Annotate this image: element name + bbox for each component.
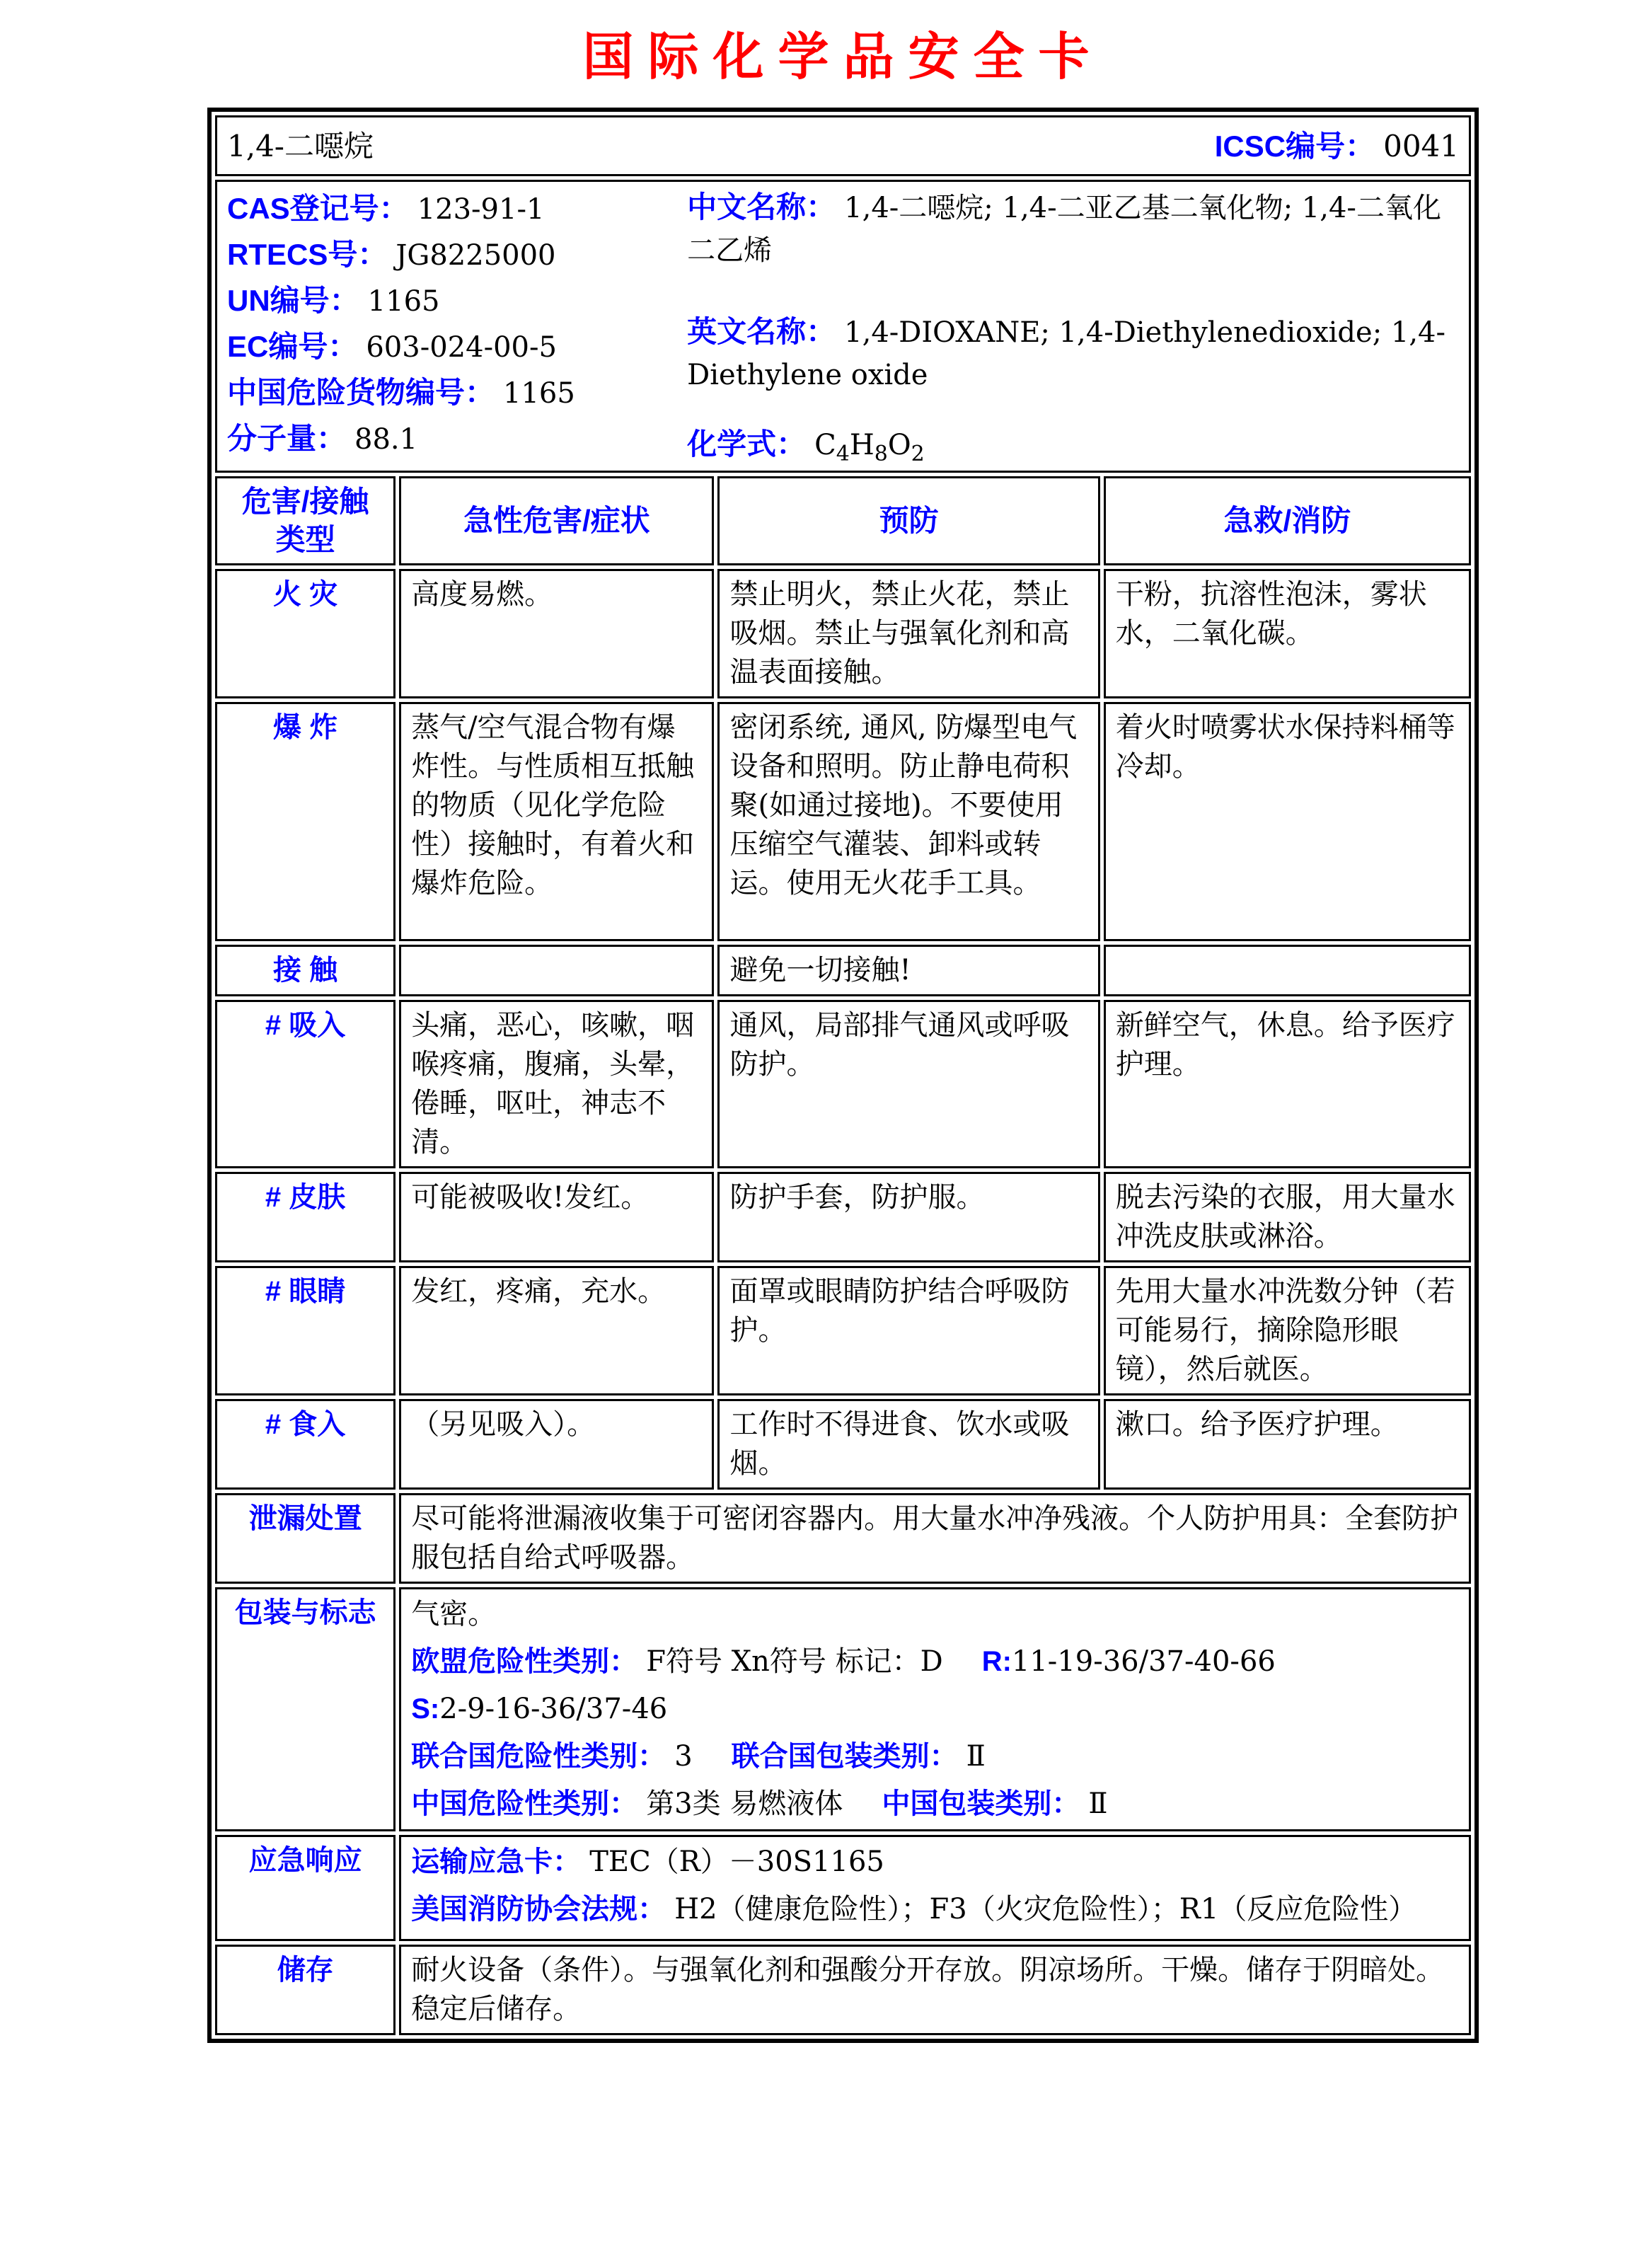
r-phrases-label: R: <box>981 1646 1012 1677</box>
hazard-row-skin <box>215 1172 1471 1262</box>
identification-cell <box>215 180 1471 473</box>
emergency-response-row <box>215 1835 1471 1941</box>
un-pack-group-value: Ⅱ <box>966 1740 986 1773</box>
nfpa-code-line <box>411 1890 1459 1929</box>
inhalation-symptoms-cell: 头痛，恶心，咳嗽，咽喉疼痛，腹痛，头晕，倦睡，呕吐，神志不清。 <box>399 1000 714 1168</box>
name-cell <box>215 115 1471 176</box>
hazard-row-inhalation <box>215 1000 1471 1168</box>
s-phrases-value: 2-9-16-36/37-46 <box>439 1693 668 1725</box>
cn-hazard-class-label: 中国危险性类别： <box>411 1788 638 1819</box>
chinese-name-label: 中文名称： <box>687 190 836 224</box>
spillage-row <box>215 1493 1471 1584</box>
fire-prevention-cell: 禁止明火，禁止火花，禁止吸烟。禁止与强氧化剂和高温表面接触。 <box>717 569 1099 698</box>
inhalation-type-label: # 吸入 <box>215 1000 396 1168</box>
header-firstaid-cell: 急救/消防 <box>1104 476 1471 565</box>
cn-pack-group-value: Ⅱ <box>1088 1788 1108 1820</box>
transport-emergency-card-line <box>411 1843 1459 1882</box>
identification-right-column <box>683 186 1459 466</box>
rtecs-number-line <box>227 232 683 278</box>
eyes-symptoms-cell: 发红，疼痛，充水。 <box>399 1266 714 1395</box>
english-name-label: 英文名称： <box>687 315 836 348</box>
fire-type-label: 火 灾 <box>215 569 396 698</box>
tec-value: TEC（R）－30S1165 <box>589 1846 884 1878</box>
un-hazard-class-label: 联合国危险性类别： <box>411 1741 666 1772</box>
r-phrases-value: 11-19-36/37-40-66 <box>1011 1645 1276 1678</box>
ingestion-firstaid-cell: 漱口。给予医疗护理。 <box>1104 1399 1471 1490</box>
hazard-row-ingestion <box>215 1399 1471 1490</box>
china-dg-number-line <box>227 370 683 416</box>
icsc-card <box>207 108 1479 2043</box>
explosion-firefighting-cell: 着火时喷雾状水保持料桶等冷却。 <box>1104 702 1471 941</box>
ingestion-type-label: # 食入 <box>215 1399 396 1490</box>
spillage-text-cell: 尽可能将泄漏液收集于可密闭容器内。用大量水冲净残液。个人防护用具：全套防护服包括自给式呼吸器。 <box>399 1493 1471 1584</box>
rtecs-value: JG8225000 <box>396 239 556 272</box>
identification-row <box>215 180 1471 473</box>
page-title: 国际化学品安全卡 <box>582 29 1104 86</box>
header-hazard-type-cell <box>215 476 396 565</box>
hazard-row-explosion <box>215 702 1471 941</box>
spillage-label: 泄漏处置 <box>215 1493 396 1584</box>
skin-firstaid-cell: 脱去污染的衣服，用大量水冲洗皮肤或淋浴。 <box>1104 1172 1471 1262</box>
s-phrases-line <box>411 1690 1459 1729</box>
chinese-name-block <box>687 186 1459 272</box>
storage-row <box>215 1945 1471 2035</box>
molecular-weight-value: 88.1 <box>354 423 418 456</box>
eu-class-value: F符号 Xn符号 标记：D <box>646 1645 943 1678</box>
eyes-type-label: # 眼睛 <box>215 1266 396 1395</box>
s-phrases-label: S: <box>411 1693 440 1725</box>
cn-hazard-class-value: 第3类 易燃液体 <box>646 1788 843 1820</box>
header-hazard-type-line1: 危害/接触 <box>241 485 369 518</box>
eyes-firstaid-cell: 先用大量水冲洗数分钟（若可能易行，摘除隐形眼镜），然后就医。 <box>1104 1266 1471 1395</box>
hazard-header-row <box>215 476 1471 565</box>
explosion-prevention-cell: 密闭系统, 通风, 防爆型电气设备和照明。防止静电荷积聚(如通过接地)。不要使用压缩空气灌装、卸料或转运。使用无火花手工具。 <box>717 702 1099 941</box>
cas-value: 123-91-1 <box>417 193 545 226</box>
ec-number-line <box>227 324 683 370</box>
tec-label: 运输应急卡： <box>411 1846 582 1877</box>
cas-number-line <box>227 186 683 232</box>
icsc-number <box>1215 127 1459 166</box>
un-classification-line <box>411 1737 1459 1776</box>
name-row <box>215 115 1471 176</box>
storage-text-cell: 耐火设备（条件）。与强氧化剂和强酸分开存放。阴凉场所。干燥。储存于阴暗处。稳定后储存。 <box>399 1945 1471 2035</box>
cn-pack-group-label: 中国包装类别： <box>882 1788 1080 1819</box>
chemical-name: 1,4-二噁烷 <box>227 128 374 163</box>
eu-class-label: 欧盟危险性类别： <box>411 1646 638 1677</box>
cn-classification-line <box>411 1785 1459 1824</box>
chemical-formula-block <box>687 423 1459 466</box>
icsc-number-label: ICSC编号： <box>1214 129 1375 163</box>
contact-firefighting-cell <box>1104 945 1471 996</box>
ingestion-prevention-cell: 工作时不得进食、饮水或吸烟。 <box>717 1399 1099 1490</box>
inhalation-firstaid-cell: 新鲜空气，休息。给予医疗护理。 <box>1104 1000 1471 1168</box>
eu-classification-line <box>411 1642 1459 1681</box>
un-label: UN编号： <box>227 284 359 317</box>
nfpa-label: 美国消防协会法规： <box>411 1894 666 1925</box>
english-name-block <box>687 311 1459 396</box>
un-pack-group-label: 联合国包装类别： <box>731 1741 958 1772</box>
hazard-row-fire <box>215 569 1471 698</box>
molecular-weight-line <box>227 416 683 462</box>
china-dg-value: 1165 <box>503 377 575 410</box>
china-dg-label: 中国危险货物编号： <box>227 376 495 409</box>
inhalation-prevention-cell: 通风，局部排气通风或呼吸防护。 <box>717 1000 1099 1168</box>
eyes-prevention-cell: 面罩或眼睛防护结合呼吸防护。 <box>717 1266 1099 1395</box>
packaging-label: 包装与标志 <box>215 1587 396 1831</box>
un-hazard-class-value: 3 <box>674 1740 693 1773</box>
skin-symptoms-cell: 可能被吸收!发红。 <box>399 1172 714 1262</box>
chinese-name-value: 1,4-二噁烷; 1,4-二亚乙基二氧化物; 1,4-二氧化二乙烯 <box>687 192 1441 267</box>
contact-type-label: 接 触 <box>215 945 396 996</box>
chemical-formula-label: 化学式： <box>687 427 807 461</box>
packaging-row <box>215 1587 1471 1831</box>
icsc-number-value: 0041 <box>1383 128 1459 163</box>
nfpa-value: H2（健康危险性）；F3（火灾危险性）；R1（反应危险性） <box>674 1893 1417 1926</box>
cas-label: CAS登记号： <box>227 192 409 225</box>
explosion-symptoms-cell: 蒸气/空气混合物有爆炸性。与性质相互抵触的物质（见化学危险性）接触时，有着火和爆炸危险。 <box>399 702 714 941</box>
contact-prevention-cell: 避免一切接触! <box>717 945 1099 996</box>
un-value: 1165 <box>367 285 440 318</box>
molecular-weight-label: 分子量： <box>227 422 347 455</box>
header-prevention-cell: 预防 <box>717 476 1099 565</box>
header-hazard-type-line2: 类型 <box>275 523 335 556</box>
icsc-table <box>212 112 1474 2039</box>
rtecs-label: RTECS号： <box>227 238 388 271</box>
header-symptoms-cell: 急性危害/症状 <box>399 476 714 565</box>
emergency-content-cell <box>399 1835 1471 1941</box>
fire-firefighting-cell: 干粉，抗溶性泡沫，雾状水，二氧化碳。 <box>1104 569 1471 698</box>
chemical-formula-value: $C_4H_8O_2$ <box>814 429 925 466</box>
packaging-content-cell <box>399 1587 1471 1831</box>
skin-prevention-cell: 防护手套，防护服。 <box>717 1172 1099 1262</box>
explosion-type-label: 爆 炸 <box>215 702 396 941</box>
contact-symptoms-cell <box>399 945 714 996</box>
ec-value: 603-024-00-5 <box>366 331 557 364</box>
emergency-response-label: 应急响应 <box>215 1835 396 1941</box>
storage-label: 储存 <box>215 1945 396 2035</box>
ec-label: EC编号： <box>227 330 358 363</box>
skin-type-label: # 皮肤 <box>215 1172 396 1262</box>
un-number-line <box>227 278 683 324</box>
hazard-row-eyes <box>215 1266 1471 1395</box>
identification-left-column <box>227 186 683 466</box>
english-name-value: 1,4-DIOXANE; 1,4-Diethylenedioxide; 1,4-Diethylene oxide <box>687 316 1446 391</box>
ingestion-symptoms-cell: （另见吸入）。 <box>399 1399 714 1490</box>
fire-symptoms-cell: 高度易燃。 <box>399 569 714 698</box>
hazard-row-contact <box>215 945 1471 996</box>
packaging-airtight-line: 气密。 <box>411 1598 497 1630</box>
